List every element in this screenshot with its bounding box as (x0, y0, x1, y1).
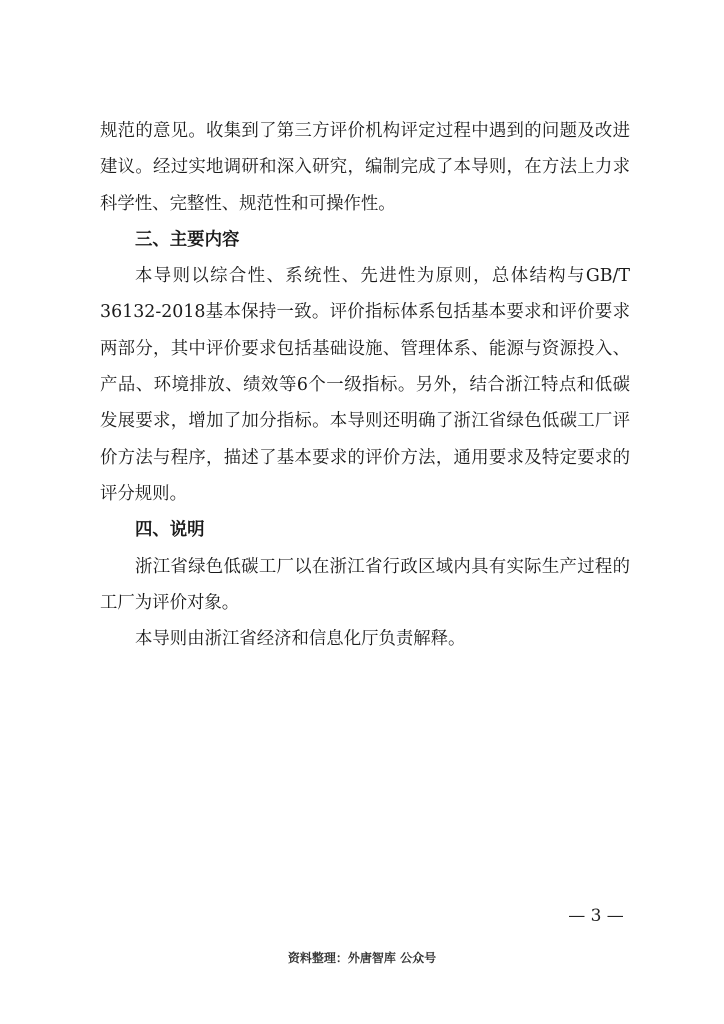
section-4-paragraph-1: 浙江省绿色低碳工厂以在浙江省行政区域内具有实际生产过程的工厂为评价对象。 (100, 556, 630, 613)
intro-paragraph: 规范的意见。收集到了第三方评价机构评定过程中遇到的问题及改进建议。经过实地调研和深入研究，编制完成了本导则，在方法上力求科学性、完整性、规范性和可操作性。 (100, 121, 630, 214)
page-number: — 3 — (568, 906, 624, 926)
section-4-paragraph-2: 本导则由浙江省经济和信息化厅负责解释。 (135, 629, 466, 650)
section-3-paragraph: 本导则以综合性、系统性、先进性为原则，总体结构与GB/T 36132-2018基本保持一致。评价指标体系包括基本要求和评价要求两部分，其中评价要求包括基础设施、管理体系、能源与资源投入、产品、环境排放、绩效等6个一级指标。另外，结合浙江特点和低碳发展要求，增加了加分指标。本导则还明确了浙江省绿色低碳工厂评价方法与程序，描述了基本要求的评价方法，通用要求及特定要求的评分规则。 (100, 266, 630, 504)
document-body (100, 113, 630, 657)
footer-credit: 资料整理：外唐智库 公众号 (287, 951, 437, 965)
section-4-heading: 四、说明 (135, 520, 205, 541)
section-3-heading: 三、主要内容 (135, 229, 240, 250)
